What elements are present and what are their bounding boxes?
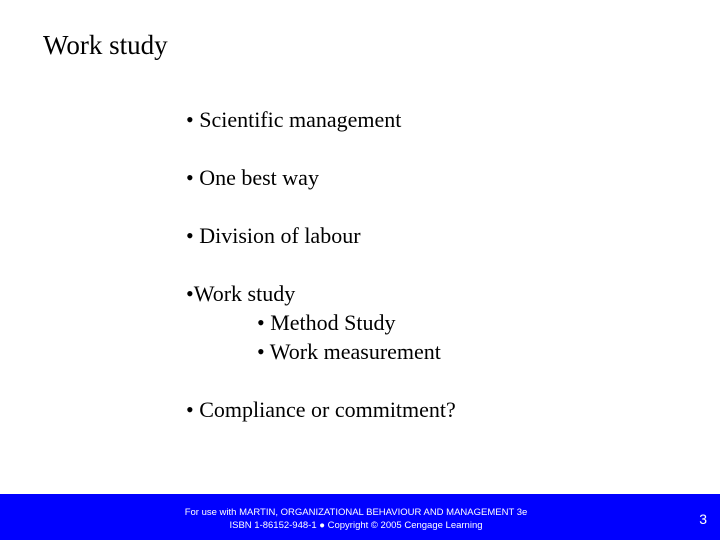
page-number: 3 (699, 511, 707, 527)
footer-credits (0, 506, 712, 532)
bullet-one-best-way: • One best way (186, 165, 319, 190)
bullet-work-study: •Work study (186, 281, 296, 306)
footer-line-2: ISBN 1-86152-948-1 ● Copyright © 2005 Cengage Learning (229, 520, 483, 531)
slide-title: Work study (43, 30, 168, 60)
footer-bar (0, 494, 720, 540)
spacer (186, 366, 456, 395)
bullet-scientific-management: • Scientific management (186, 107, 402, 132)
spacer (186, 192, 456, 221)
bullet-division-of-labour: • Division of labour (186, 223, 361, 248)
sub-bullet-work-measurement: • Work measurement (257, 339, 441, 364)
spacer (186, 134, 456, 163)
sub-bullet-method-study: • Method Study (257, 310, 396, 335)
bullet-compliance-or-commitment: • Compliance or commitment? (186, 397, 456, 422)
bullet-list (186, 105, 456, 424)
spacer (186, 250, 456, 279)
footer-line-1: For use with MARTIN, ORGANIZATIONAL BEHAVIOUR AND MANAGEMENT 3e (184, 507, 528, 518)
